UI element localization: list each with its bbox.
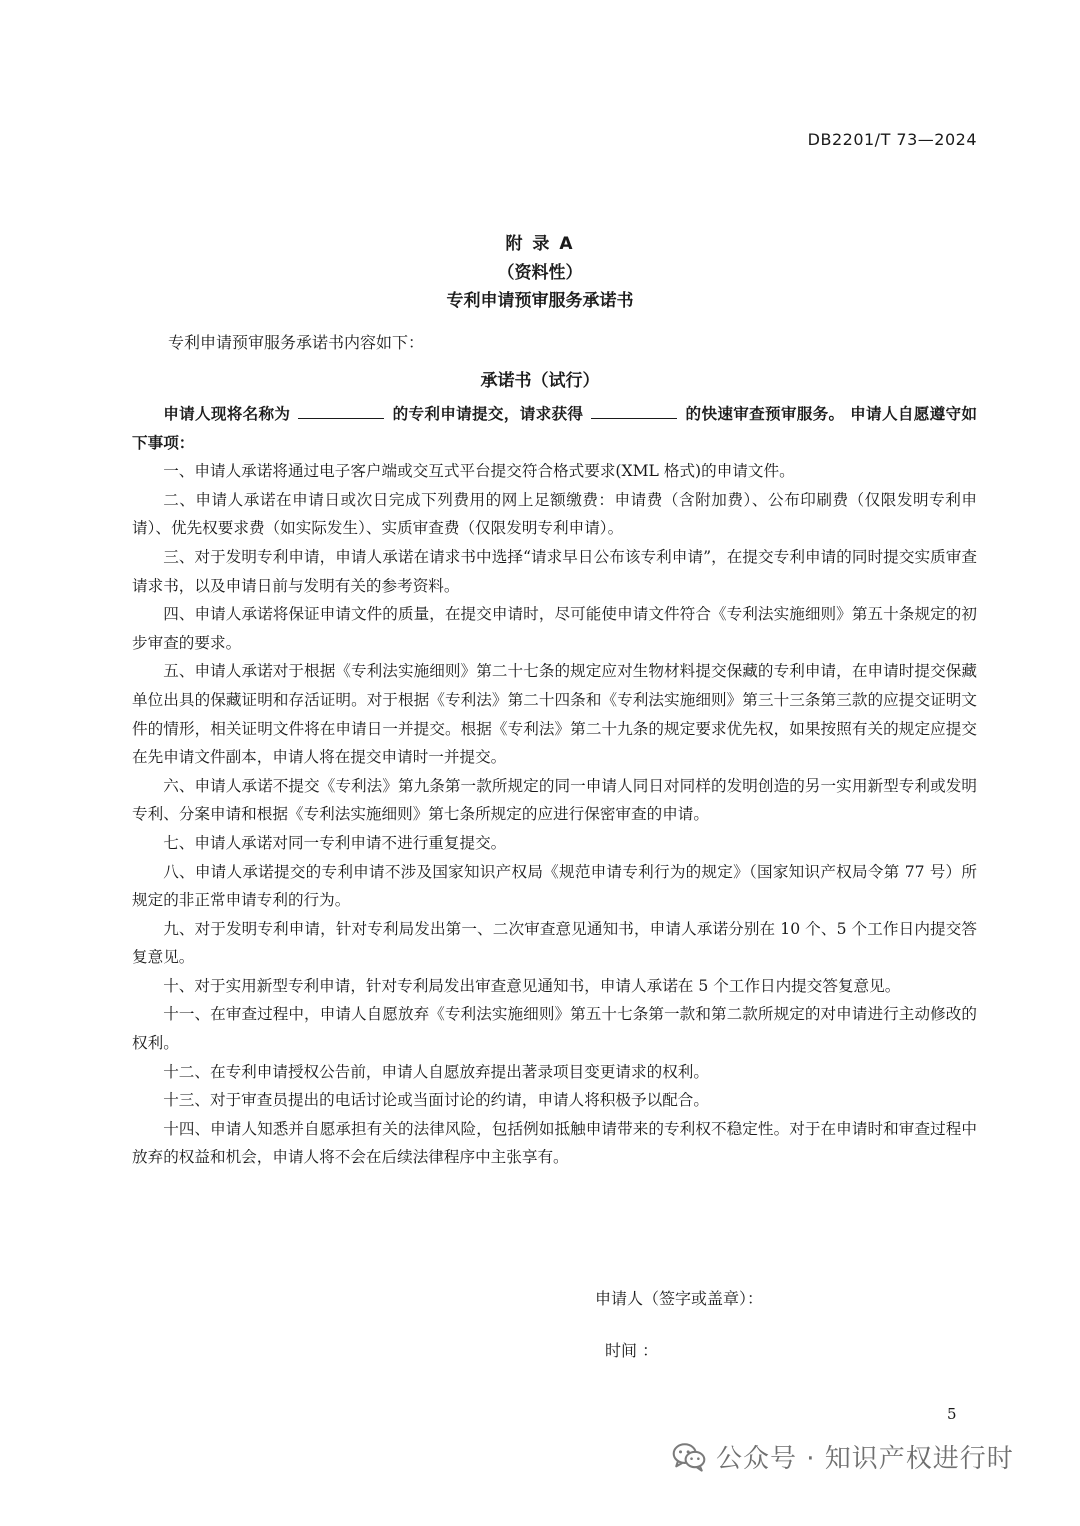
footer-watermark: [672, 1438, 1014, 1475]
footer-account-name: 公众号 · 知识产权进行时: [716, 1444, 1014, 1474]
lead-part-1: 申请人现将名称为: [163, 405, 291, 423]
appendix-title: 附 录 A: [505, 234, 575, 254]
lead-part-2: 的专利申请提交，请求获得: [392, 405, 584, 423]
item-12: 十二、在专利申请授权公告前，申请人自愿放弃提出著录项目变更请求的权利。: [163, 1062, 709, 1081]
item-10: 十、对于实用新型专利申请，针对专利局发出审查意见通知书，申请人承诺在 5 个工作日内提交答复意见。: [163, 976, 901, 995]
intro-text: 专利申请预审服务承诺书内容如下：: [168, 333, 425, 352]
item-7: 七、申请人承诺对同一专利申请不进行重复提交。: [163, 833, 507, 852]
time-label: 时间 ：: [605, 1341, 659, 1360]
name-blank: [298, 404, 384, 419]
certificate-title: 承诺书（试行）: [480, 371, 600, 391]
item-11: 十一、在审查过程中，申请人自愿放弃《专利法实施细则》第五十七条第一款和第二款所规定的对申请进行主动修改的权利。: [132, 1005, 977, 1053]
item-13: 十三、对于审查员提出的电话讨论或当面讨论的约请，申请人将积极予以配合。: [163, 1091, 709, 1110]
standard-number: DB2201/T 73—2024: [807, 130, 977, 149]
item-2: 二、申请人承诺在申请日或次日完成下列费用的网上足额缴费：申请费（含附加费）、公布印刷费（仅限发明专利申请）、优先权要求费（如实际发生）、实质审查费（仅限发明专利申请）。: [132, 490, 977, 538]
item-9: 九、对于发明专利申请，针对专利局发出第一、二次审查意见通知书，申请人承诺分别在 10 个、5 个工作日内提交答复意见。: [132, 919, 977, 967]
appendix-type: （资料性）: [497, 263, 583, 283]
lead-part-3: 的快速审查预审服务。 申请人自愿遵守如下事项：: [132, 405, 977, 452]
item-14: 十四、申请人知悉并自愿承担有关的法律风险，包括例如抵触申请带来的专利权不稳定性。对于在申请时和审查过程中放弃的权益和机会，申请人将不会在后续法律程序中主张享有。: [132, 1119, 977, 1167]
service-blank: [591, 404, 677, 419]
certificate-body: [132, 400, 977, 1172]
lead-paragraph: [132, 400, 977, 457]
appendix-name: 专利申请预审服务承诺书: [446, 291, 634, 311]
item-1: 一、申请人承诺将通过电子客户端或交互式平台提交符合格式要求(XML 格式)的申请文件。: [163, 462, 795, 481]
wechat-icon: [672, 1442, 706, 1472]
item-6: 六、申请人承诺不提交《专利法》第九条第一款所规定的同一申请人同日对同样的发明创造的另一实用新型专利或发明专利、分案申请和根据《专利法实施细则》第七条所规定的应进行保密审查的申请。: [132, 776, 977, 824]
item-3: 三、对于发明专利申请，申请人承诺在请求书中选择“请求早日公布该专利申请”，在提交专利申请的同时提交实质审查请求书，以及申请日前与发明有关的参考资料。: [132, 547, 977, 595]
item-5: 五、申请人承诺对于根据《专利法实施细则》第二十七条的规定应对生物材料提交保藏的专利申请，在申请时提交保藏单位出具的保藏证明和存活证明。对于根据《专利法》第二十四条和《专利法实施细则》第三十三条第三款的应提交证明文件的情形，相关证明文件将在申请日一并提交。根据《专利法》第二十九条的规定要求优先权，如果按照有关的规定应提交在先申请文件副本，申请人将在提交申请时一并提交。: [132, 662, 977, 767]
item-8: 八、申请人承诺提交的专利申请不涉及国家知识产权局《规范申请专利行为的规定》（国家知识产权局令第 77 号）所规定的非正常申请专利的行为。: [132, 862, 977, 910]
signature-label: 申请人（签字或盖章）：: [595, 1289, 764, 1308]
item-4: 四、申请人承诺将保证申请文件的质量，在提交申请时，尽可能使申请文件符合《专利法实施细则》第五十条规定的初步审查的要求。: [132, 605, 977, 652]
page-number: 5: [947, 1405, 957, 1423]
